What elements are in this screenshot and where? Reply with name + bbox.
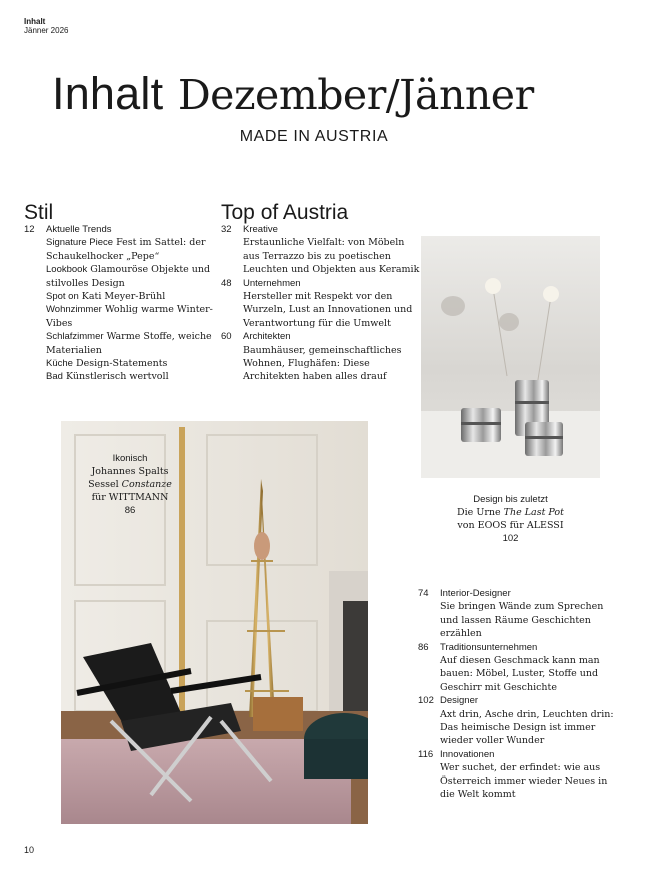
toc-entry-text: Leuchten und Objekten aus Keramik [243, 264, 420, 276]
toc-entry[interactable] [418, 694, 628, 748]
toc-entry-text: Österreich immer wieder Neues in [440, 775, 608, 787]
page-title [52, 66, 534, 123]
toc-entry-label: Kreative [243, 224, 278, 235]
toc-entry-text: Wurzeln, Lust an Innovationen und [243, 304, 413, 316]
urn-photo-graphic [421, 236, 600, 478]
caption-emphasis: Constanze [121, 479, 172, 490]
caption-line [80, 478, 180, 491]
toc-entry-label: Designer [440, 695, 479, 707]
caption-line [421, 506, 600, 519]
toc-entry-text: Das heimische Design ist immer [440, 722, 596, 734]
toc-subentry[interactable] [24, 357, 214, 370]
caption-text: Die Urne [457, 507, 504, 518]
toc-subentry-text: Künstlerisch wertvoll [65, 371, 169, 383]
toc-entry-label: Innovationen [440, 748, 495, 760]
toc-subentry[interactable] [24, 290, 214, 303]
toc-subentry-label: Lookbook [46, 264, 88, 276]
toc-entry-text: wieder voller Wunder [440, 735, 545, 747]
caption-heading: Ikonisch [112, 453, 148, 464]
caption-design [421, 493, 600, 545]
caption-line: für WITTMANN [91, 492, 169, 503]
toc-entry-label: Architekten [243, 331, 291, 343]
toc-subentry-label: Schlafzimmer [46, 331, 104, 343]
toc-entry-label: Unternehmen [243, 277, 301, 289]
toc-page-number: 102 [418, 695, 434, 707]
urn-photo [421, 236, 600, 478]
caption-page-number: 102 [502, 533, 519, 544]
caption-heading: Design bis zuletzt [473, 494, 548, 505]
toc-entry-text: Auf diesen Geschmack kann man [440, 655, 600, 667]
toc-entry[interactable] [418, 748, 628, 802]
toc-page-number: 12 [24, 224, 35, 235]
toc-subentry-text: Design-Statements [75, 358, 168, 370]
toc-subentry-text: Warme Stoffe, weiche Materialien [46, 331, 212, 356]
toc-subentry-text: Fest im Sattel: der Schaukelhocker „Pepe“ [46, 237, 206, 262]
toc-entry[interactable] [221, 330, 421, 384]
toc-entry[interactable] [24, 223, 214, 236]
toc-subentry[interactable] [24, 330, 214, 357]
toc-top-of-austria [221, 223, 421, 384]
caption-page-number: 86 [124, 505, 136, 516]
toc-page-number: 86 [418, 641, 429, 653]
toc-subentry[interactable] [24, 263, 214, 290]
toc-entry[interactable] [221, 277, 421, 331]
toc-entry-text: erzählen [440, 628, 482, 640]
toc-entry-label: Interior-Designer [440, 588, 511, 599]
running-head-section: Inhalt [24, 17, 46, 26]
toc-entry-text: Geschirr mit Geschichte [440, 681, 557, 693]
section-heading-stil: Stil [24, 201, 54, 224]
toc-entry-text: aus Terrazzo bis zu poetischen [243, 250, 391, 262]
toc-entry-text: und lassen Räume Geschichten [440, 614, 591, 626]
page-title-word2: Dezember/Jänner [177, 71, 534, 119]
page-title-word1: Inhalt [52, 68, 164, 119]
section-heading-top-of-austria: Top of Austria [221, 201, 349, 224]
toc-subentry-text: Kati Meyer-Brühl [81, 291, 166, 303]
toc-entry[interactable] [221, 223, 421, 277]
toc-subentry-label: Küche [46, 358, 73, 370]
toc-page-number: 116 [418, 748, 434, 760]
toc-entry-text: Axt drin, Asche drin, Leuchten drin: [440, 708, 614, 720]
toc-entry-text: Wohnen, Flughäfen: Diese [243, 358, 370, 370]
caption-line: von EOOS für ALESSI [457, 520, 564, 531]
toc-stil [24, 223, 214, 384]
caption-ikonisch [80, 452, 180, 517]
toc-entry-text: Sie bringen Wände zum Sprechen [440, 601, 604, 613]
toc-subentry-text: Glamouröse Objekte und stilvolles Design [46, 264, 211, 289]
toc-entry-text: bauen: Möbel, Luster, Stoffe und [440, 668, 599, 680]
running-head [24, 17, 68, 35]
caption-line: Johannes Spalts [91, 466, 169, 477]
caption-text: Sessel [88, 479, 122, 490]
toc-subentry-label: Bad [46, 371, 63, 383]
toc-entry-text: Erstaunliche Vielfalt: von Möbeln [243, 237, 405, 249]
toc-entry-text: Baumhäuser, gemeinschaftliches [243, 344, 402, 356]
page-subtitle: MADE IN AUSTRIA [239, 128, 389, 145]
toc-entry[interactable] [418, 587, 628, 641]
toc-subentry-label: Wohnzimmer [46, 304, 102, 316]
toc-entry-text: die Welt kommt [440, 789, 516, 801]
toc-page-number: 60 [221, 331, 232, 343]
toc-page-number: 32 [221, 224, 232, 235]
toc-entry-text: Wer suchet, der erfindet: wie aus [440, 762, 601, 774]
toc-entry-text: Hersteller mit Respekt vor den [243, 291, 393, 303]
toc-subentry[interactable] [24, 236, 214, 263]
page-number: 10 [24, 845, 35, 855]
caption-emphasis: The Last Pot [503, 507, 564, 518]
toc-subentry-label: Spot on [46, 291, 79, 303]
toc-subentry-label: Signature Piece [46, 237, 114, 249]
toc-page-number: 74 [418, 588, 429, 599]
toc-subentry-text: Wohlig warme Winter-Vibes [46, 304, 213, 329]
toc-subentry[interactable] [24, 303, 214, 330]
toc-subentry[interactable] [24, 370, 214, 383]
toc-right [418, 587, 628, 802]
toc-entry-label: Aktuelle Trends [46, 224, 112, 235]
toc-entry[interactable] [418, 641, 628, 695]
toc-entry-label: Traditionsunternehmen [440, 641, 538, 653]
toc-entry-text: Verantwortung für die Umwelt [243, 317, 391, 329]
running-head-issue: Jänner 2026 [24, 26, 69, 35]
toc-entry-text: Architekten haben alles drauf [243, 371, 387, 383]
toc-page-number: 48 [221, 277, 232, 289]
